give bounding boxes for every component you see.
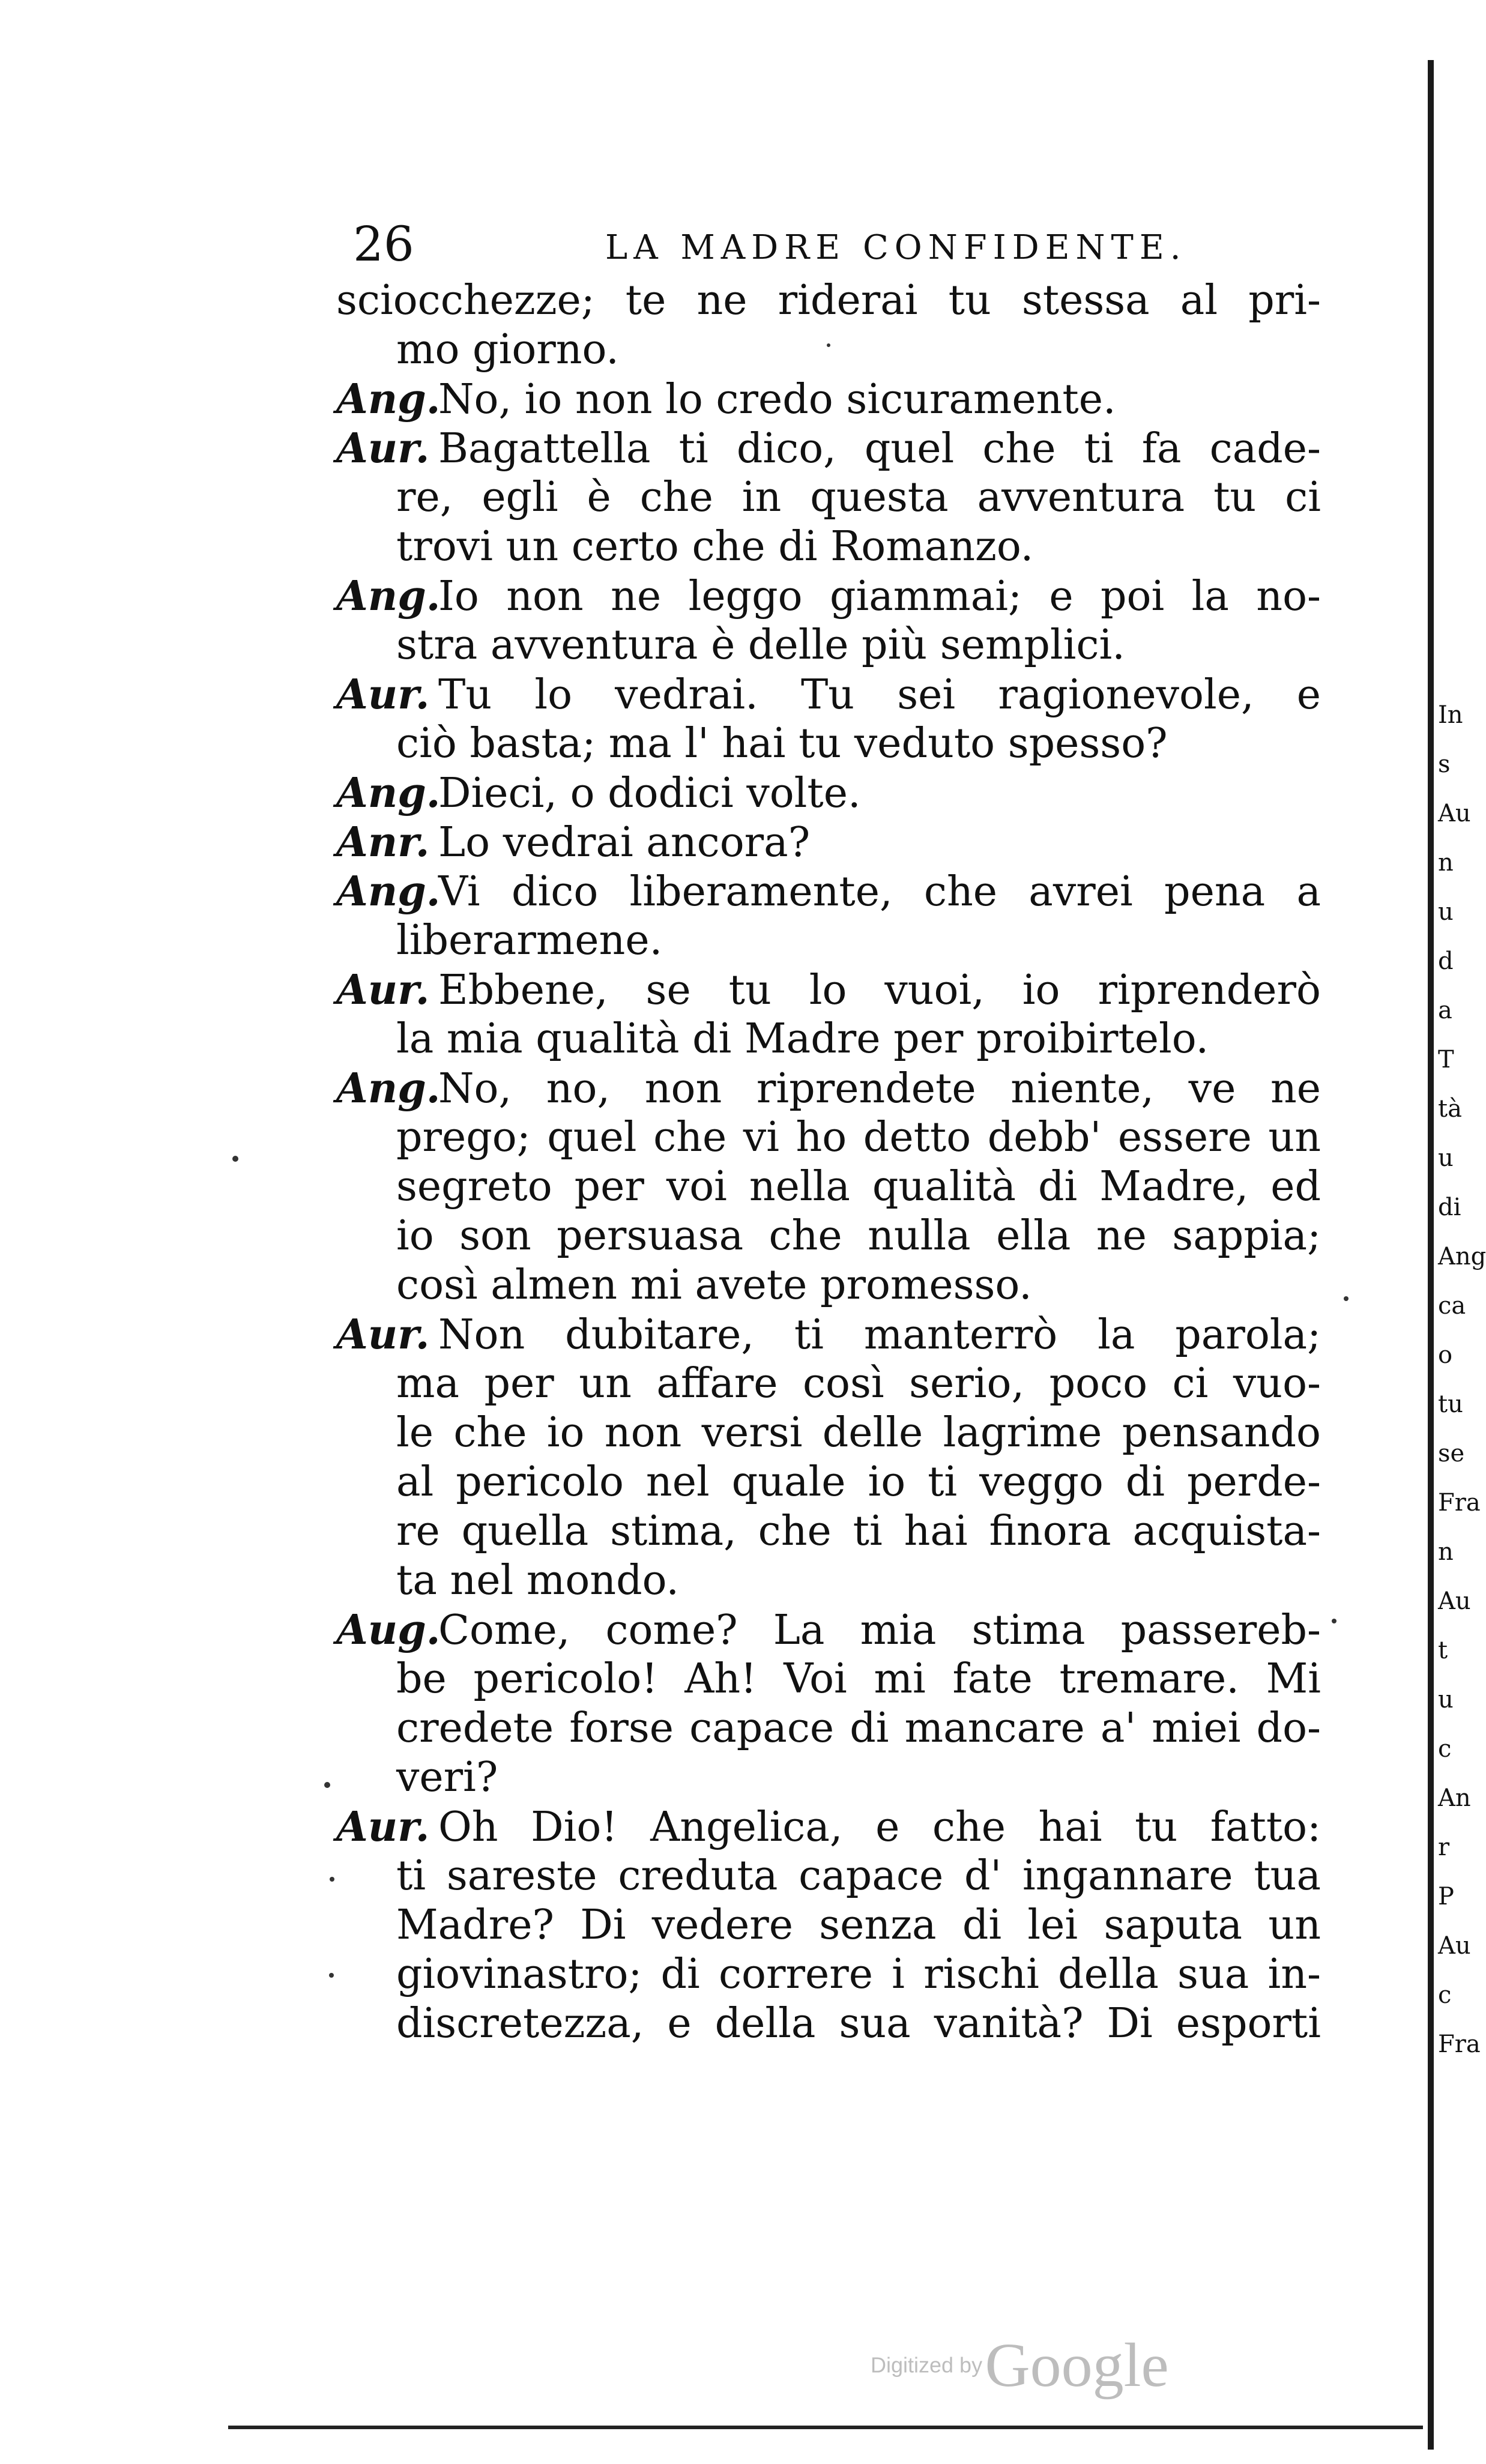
- text-line: sciocchezze; te ne riderai tu stessa al pri-: [336, 277, 1321, 324]
- text-line: ma per un affare così serio, poco ci vuo-: [396, 1360, 1321, 1407]
- speaker-label: Ang.: [336, 868, 441, 916]
- text-line: re, egli è che in questa avventura tu ci: [396, 474, 1321, 521]
- edge-fragment: a: [1438, 997, 1452, 1024]
- text-line: ciò basta; ma l' hai tu veduto spesso?: [396, 720, 1168, 767]
- text-line: stra avventura è delle più semplici.: [396, 621, 1125, 669]
- speaker-label: Anr.: [336, 818, 430, 866]
- edge-fragment: In: [1438, 701, 1463, 729]
- speech-line: Aur. Non dubitare, ti manterrò la parola;: [336, 1311, 1321, 1359]
- edge-fragment: u: [1438, 1144, 1454, 1172]
- watermark-prefix: Digitized by: [871, 2352, 983, 2378]
- speech-line: Ang.Io non ne leggo giammai; e poi la no-: [336, 572, 1321, 620]
- speech-line: Ang.No, io non lo credo sicuramente.: [336, 375, 1116, 423]
- edge-fragment: se: [1438, 1440, 1465, 1467]
- speech-line: Aur. Bagattella ti dico, quel che ti fa cade-: [336, 424, 1321, 473]
- text-line: le che io non versi delle lagrime pensando: [396, 1409, 1321, 1457]
- edge-fragment: ca: [1438, 1292, 1466, 1320]
- speaker-label: Ang.: [336, 1064, 441, 1113]
- edge-fragment: Fra: [1438, 2031, 1481, 2058]
- edge-fragment: c: [1438, 1981, 1452, 2009]
- text-line: io son persuasa che nulla ella ne sappia;: [396, 1212, 1321, 1260]
- scan-speck: [1332, 1619, 1336, 1623]
- edge-fragment: d: [1438, 947, 1454, 975]
- edge-fragment: s: [1438, 750, 1451, 778]
- scan-speck: [827, 343, 830, 347]
- edge-fragment: o: [1438, 1341, 1453, 1369]
- speaker-label: Aur.: [336, 671, 430, 719]
- edge-fragment: T: [1438, 1046, 1454, 1073]
- edge-fragment: Fra: [1438, 1489, 1481, 1517]
- edge-fragment: c: [1438, 1735, 1452, 1763]
- text-line: giovinastro; di correre i rischi della sua in-: [396, 1951, 1321, 1998]
- text-line: così almen mi avete promesso.: [396, 1261, 1032, 1309]
- text-line: trovi un certo che di Romanzo.: [396, 523, 1034, 570]
- speech-line: Aur. Tu lo vedrai. Tu sei ragionevole, e: [336, 671, 1321, 719]
- speaker-label: Aur.: [336, 424, 430, 473]
- speech-line: Aur. Oh Dio! Angelica, e che hai tu fatto:: [336, 1803, 1321, 1851]
- edge-fragment: Au: [1438, 1587, 1471, 1615]
- page-number: 26: [353, 216, 414, 272]
- edge-fragment: Au: [1438, 800, 1471, 827]
- speech-line: Aur. Ebbene, se tu lo vuoi, io riprenderò: [336, 966, 1321, 1014]
- edge-fragment: Au: [1438, 1932, 1471, 1960]
- text-line: Madre? Di vedere senza di lei saputa un: [396, 1901, 1321, 1949]
- text-line: segreto per voi nella qualità di Madre, ed: [396, 1163, 1321, 1210]
- google-logo: Google: [985, 2331, 1169, 2400]
- edge-fragment: P: [1438, 1883, 1454, 1910]
- speech-line: Aug.Come, come? La mia stima passereb-: [336, 1606, 1321, 1654]
- edge-fragment: r: [1438, 1834, 1450, 1861]
- speech-line: Ang.Vi dico liberamente, che avrei pena a: [336, 868, 1321, 916]
- speech-line: Ang.Dieci, o dodici volte.: [336, 769, 861, 817]
- text-line: discretezza, e della sua vanità? Di esporti: [396, 2000, 1321, 2047]
- speaker-label: Aur.: [336, 1311, 430, 1359]
- edge-fragment: t: [1438, 1637, 1448, 1664]
- speaker-label: Ang.: [336, 375, 441, 423]
- speaker-label: Aur.: [336, 966, 430, 1014]
- text-line: ti sareste creduta capace d' ingannare tua: [396, 1852, 1321, 1900]
- speech-line: Ang.No, no, non riprendete niente, ve ne: [336, 1064, 1321, 1113]
- text-line: la mia qualità di Madre per proibirtelo.: [396, 1015, 1209, 1063]
- scan-speck: [232, 1156, 238, 1162]
- text-line: al pericolo nel quale io ti veggo di perde-: [396, 1458, 1321, 1506]
- scan-speck: [1344, 1296, 1349, 1301]
- scan-speck: [329, 1973, 334, 1978]
- edge-fragment: u: [1438, 898, 1454, 926]
- text-line: veri?: [396, 1754, 498, 1801]
- scan-speck: [330, 1877, 334, 1882]
- speaker-label: Aug.: [336, 1606, 441, 1654]
- text-line: mo giorno.: [396, 326, 619, 373]
- bottom-edge-rule: [228, 2426, 1423, 2429]
- text-line: be pericolo! Ah! Voi mi fate tremare. Mi: [396, 1655, 1321, 1703]
- scan-speck: [324, 1782, 330, 1788]
- speaker-label: Ang.: [336, 769, 441, 817]
- edge-fragment: tà: [1438, 1095, 1462, 1123]
- speaker-label: Aur.: [336, 1803, 430, 1851]
- edge-fragment: di: [1438, 1194, 1461, 1221]
- text-line: ta nel mondo.: [396, 1557, 679, 1604]
- edge-fragment: u: [1438, 1686, 1454, 1714]
- edge-fragment: n: [1438, 1538, 1454, 1566]
- text-line: credete forse capace di mancare a' miei do-: [396, 1705, 1321, 1752]
- speech-line: Anr. Lo vedrai ancora?: [336, 818, 811, 866]
- edge-fragment: tu: [1438, 1391, 1463, 1418]
- edge-fragment: Ang: [1438, 1243, 1486, 1270]
- text-line: liberarmene.: [396, 917, 663, 964]
- speaker-label: Ang.: [336, 572, 441, 620]
- text-line: prego; quel che vi ho detto debb' essere un: [396, 1114, 1321, 1161]
- text-line: re quella stima, che ti hai finora acquista-: [396, 1508, 1321, 1555]
- edge-fragment: n: [1438, 849, 1454, 877]
- edge-fragment: An: [1438, 1784, 1471, 1812]
- digitization-watermark: [871, 2330, 1169, 2401]
- running-title: LA MADRE CONFIDENTE.: [605, 228, 1187, 267]
